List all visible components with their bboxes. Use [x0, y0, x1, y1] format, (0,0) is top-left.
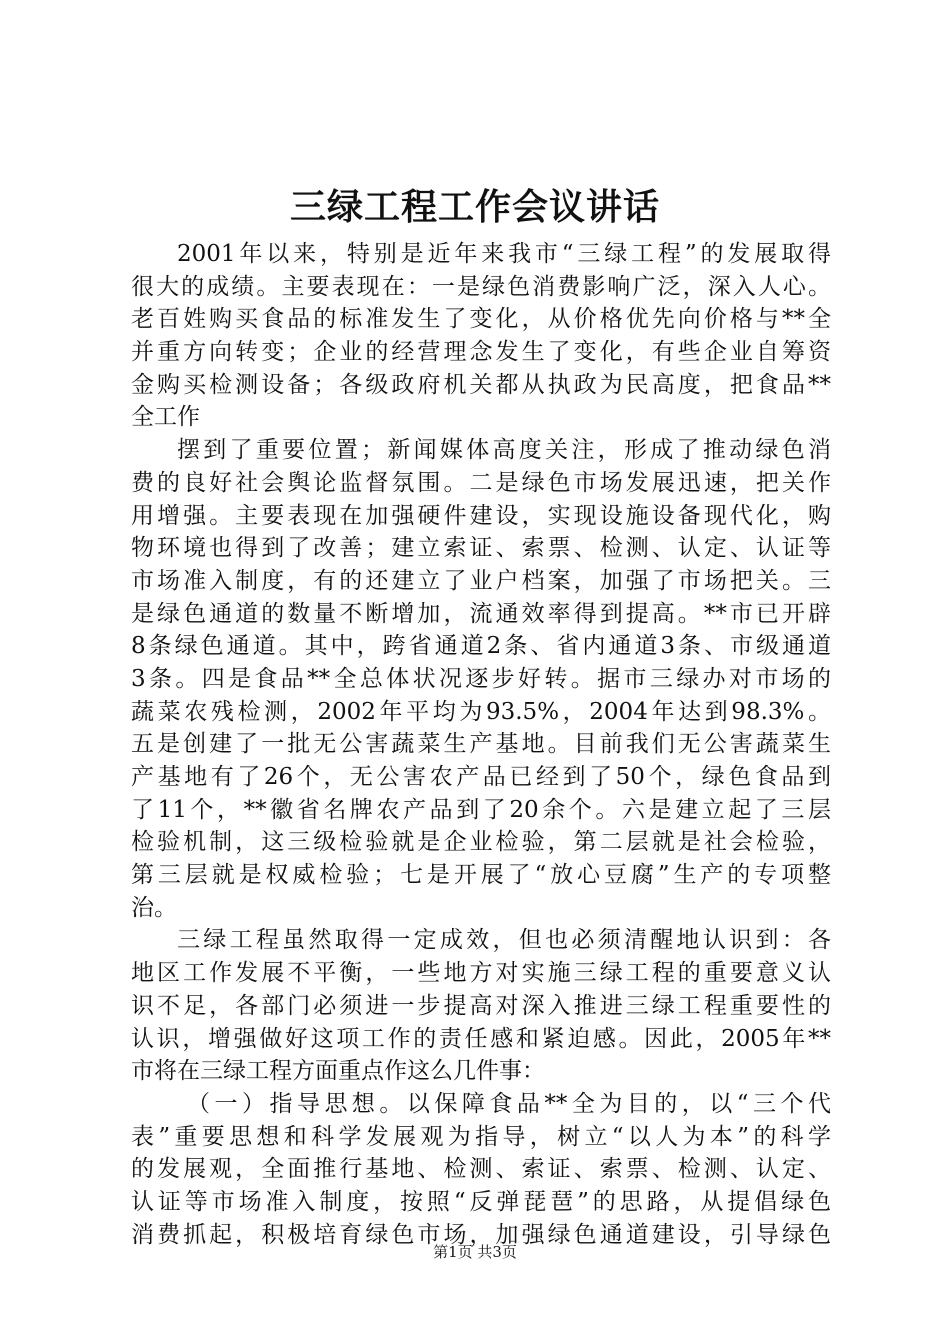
body-line: 第三层就是权威检验；七是开展了“放心豆腐”生产的专项整 [131, 862, 831, 889]
body-line: 8条绿色通道。其中，跨省通道2条、省内通道3条、市级通道 [131, 633, 831, 660]
body-line: （一）指导思想。以保障食品**全为目的，以“三个代 [187, 1090, 831, 1117]
body-line: 金购买检测设备；各级政府机关都从执政为民高度，把食品** [131, 371, 831, 398]
body-line: 表”重要思想和科学发展观为指导，树立“以人为本”的科学 [131, 1123, 831, 1150]
body-line: 治。 [131, 894, 177, 921]
document-body [131, 238, 831, 1251]
body-line: 蔬菜农残检测，2002年平均为93.5%，2004年达到98.3%。 [131, 698, 831, 725]
body-line: 市将在三绿工程方面重点作这么几件事： [131, 1058, 545, 1085]
body-line: 是绿色通道的数量不断增加，流通效率得到提高。**市已开辟 [131, 600, 831, 627]
document-title: 三绿工程工作会议讲话 [289, 186, 660, 228]
body-line: 检验机制，这三级检验就是企业检验，第二层就是社会检验， [131, 829, 831, 856]
body-line: 市场准入制度，有的还建立了业户档案，加强了市场把关。三 [131, 567, 831, 594]
body-line: 费的良好社会舆论监督氛围。二是绿色市场发展迅速，把关作 [131, 469, 831, 496]
body-line: 消费抓起，积极培育绿色市场，加强绿色通道建设，引导绿色 [131, 1221, 831, 1248]
body-line: 五是创建了一批无公害蔬菜生产基地。目前我们无公害蔬菜生 [131, 731, 831, 758]
body-line: 物环境也得到了改善；建立索证、索票、检测、认定、认证等 [131, 535, 831, 562]
body-line: 了11个，**徽省名牌农产品到了20余个。六是建立起了三层 [131, 796, 831, 823]
body-line: 很大的成绩。主要表现在：一是绿色消费影响广泛，深入人心。 [131, 273, 831, 300]
body-line: 产基地有了26个，无公害农产品已经到了50个，绿色食品到 [131, 764, 831, 790]
body-line: 2001年以来，特别是近年来我市“三绿工程”的发展取得 [177, 241, 831, 267]
body-line: 的发展观，全面推行基地、检测、索证、索票、检测、认定、 [131, 1156, 831, 1183]
body-line: 认识，增强做好这项工作的责任感和紧迫感。因此，2005年** [131, 1025, 831, 1052]
body-line: 认证等市场准入制度，按照“反弹琵琶”的思路，从提倡绿色 [131, 1188, 831, 1215]
body-line: 地区工作发展不平衡，一些地方对实施三绿工程的重要意义认 [131, 960, 831, 987]
body-line: 全工作 [131, 404, 200, 431]
body-line: 识不足，各部门必须进一步提高对深入推进三绿工程重要性的 [131, 992, 831, 1019]
body-line: 并重方向转变；企业的经营理念发生了变化，有些企业自筹资 [131, 339, 831, 366]
body-line: 老百姓购买食品的标准发生了变化，从价格优先向价格与**全 [131, 306, 831, 333]
body-line: 3条。四是食品**全总体状况逐步好转。据市三绿办对市场的 [131, 665, 831, 692]
body-line: 用增强。主要表现在加强硬件建设，实现设施设备现代化，购 [131, 502, 831, 529]
body-line: 三绿工程虽然取得一定成效，但也必须清醒地认识到：各 [177, 927, 831, 954]
body-line: 摆到了重要位置；新闻媒体高度关注，形成了推动绿色消 [177, 437, 831, 464]
page-footer: 第1页 共3页 [433, 1243, 517, 1261]
